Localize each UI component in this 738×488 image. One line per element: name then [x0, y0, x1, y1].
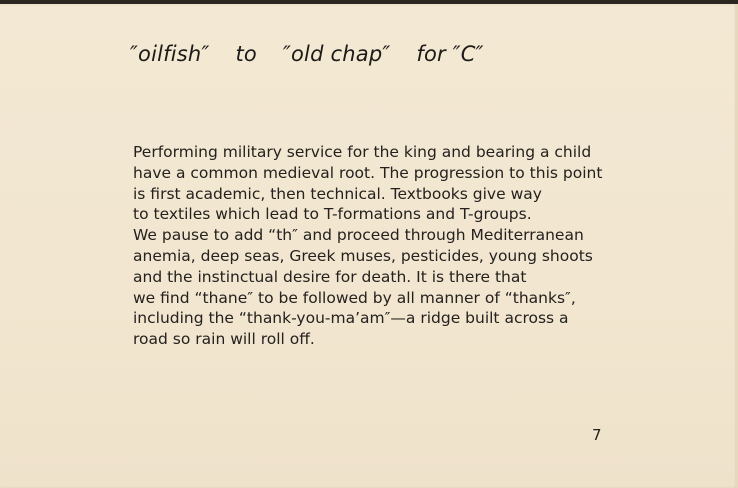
- body-line: road so rain will roll off.: [133, 330, 315, 349]
- page-heading: [130, 42, 484, 66]
- body-line: anemia, deep seas, Greek muses, pesticides, young shoots: [133, 246, 593, 265]
- body-line: we find “thane″ to be followed by all manner of “thanks″,: [133, 288, 576, 307]
- page-number: 7: [592, 426, 602, 444]
- body-paragraph: [133, 142, 633, 350]
- body-line: Performing military service for the king and bearing a child: [133, 143, 592, 161]
- body-line: is first academic, then technical. Textbooks give way: [133, 184, 542, 203]
- heading-word-oilfish: ″oilfish″: [130, 42, 210, 66]
- book-page: [0, 4, 738, 488]
- heading-word-old-chap: ″old chap″: [282, 42, 391, 66]
- heading-word-to: to: [235, 42, 257, 66]
- body-line: including the “thank-you-ma’am″—a ridge built across a: [133, 309, 569, 328]
- body-line: to textiles which lead to T-formations and T-groups.: [133, 205, 532, 224]
- body-line: and the instinctual desire for death. It is there that: [133, 267, 527, 286]
- heading-word-for-c: for ″C″: [416, 42, 484, 66]
- body-line: have a common medieval root. The progression to this point: [133, 163, 603, 182]
- body-line: We pause to add “th″ and proceed through Mediterranean: [133, 226, 584, 245]
